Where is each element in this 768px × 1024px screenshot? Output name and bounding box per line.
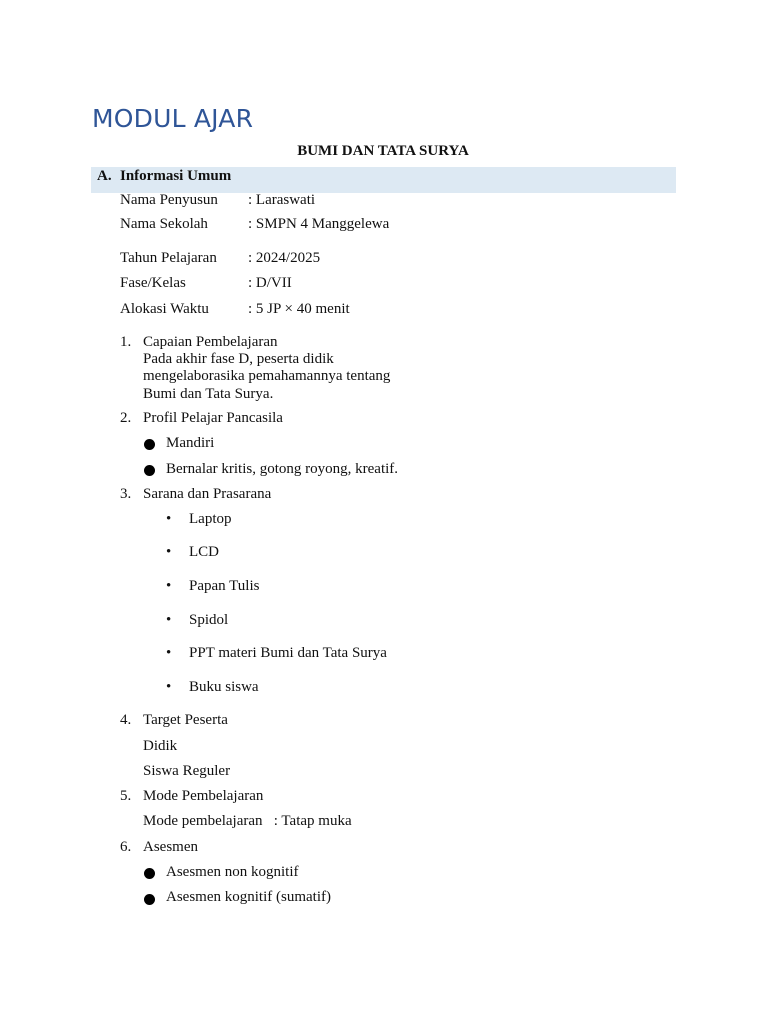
info-label-fase-kelas: Fase/Kelas <box>120 275 186 291</box>
item-title-mode: Mode Pembelajaran <box>143 788 264 804</box>
mode-line: Mode pembelajaran : Tatap muka <box>143 813 352 829</box>
info-label-nama-penyusun: Nama Penyusun <box>120 192 218 208</box>
sarana-point-ppt: PPT materi Bumi dan Tata Surya <box>189 645 387 661</box>
info-value-alokasi-waktu: : 5 JP × 40 menit <box>248 301 350 317</box>
bullet-dot-icon <box>144 465 155 476</box>
section-a-title: Informasi Umum <box>120 168 232 184</box>
sarana-point-lcd: LCD <box>189 544 219 560</box>
target-line-siswa-reguler: Siswa Reguler <box>143 763 231 779</box>
bullet-icon: • <box>166 544 172 560</box>
bullet-dot-icon <box>144 868 155 879</box>
sarana-point-laptop: Laptop <box>189 511 232 527</box>
sarana-point-papan-tulis: Papan Tulis <box>189 578 260 594</box>
document-subtitle: BUMI DAN TATA SURYA <box>297 143 469 159</box>
bullet-icon: • <box>166 612 172 628</box>
item-title-asesmen: Asesmen <box>143 839 198 855</box>
bullet-dot-icon <box>144 439 155 450</box>
document-title: MODUL AJAR <box>92 104 254 133</box>
item-number-asesmen: 6. <box>120 839 132 855</box>
info-value-fase-kelas: : D/VII <box>248 275 292 291</box>
item-number-sarana: 3. <box>120 486 132 502</box>
info-value-nama-sekolah: : SMPN 4 Manggelewa <box>248 216 390 232</box>
item-title-capaian: Capaian Pembelajaran <box>143 334 278 350</box>
info-label-alokasi-waktu: Alokasi Waktu <box>120 301 209 317</box>
sarana-point-buku-siswa: Buku siswa <box>189 679 259 695</box>
item-number-target: 4. <box>120 712 132 728</box>
info-value-nama-penyusun: : Laraswati <box>248 192 316 208</box>
capaian-description: Pada akhir fase D, peserta didik mengelaborasika pemahamannya tentang Bumi dan Tata Surya. <box>143 351 391 402</box>
item-title-sarana: Sarana dan Prasarana <box>143 486 272 502</box>
bullet-dot-icon <box>144 894 155 905</box>
bullet-icon: • <box>166 645 172 661</box>
bullet-icon: • <box>166 679 172 695</box>
info-label-nama-sekolah: Nama Sekolah <box>120 216 208 232</box>
info-label-tahun-pelajaran: Tahun Pelajaran <box>120 250 217 266</box>
profil-point-bernalar: Bernalar kritis, gotong royong, kreatif. <box>166 461 399 477</box>
asesmen-point-non-kognitif: Asesmen non kognitif <box>166 864 299 880</box>
bullet-icon: • <box>166 578 172 594</box>
info-value-tahun-pelajaran: : 2024/2025 <box>248 250 321 266</box>
target-line-didik: Didik <box>143 738 178 754</box>
item-number-capaian: 1. <box>120 334 132 350</box>
item-number-mode: 5. <box>120 788 132 804</box>
bullet-icon: • <box>166 511 172 527</box>
item-number-profil: 2. <box>120 410 132 426</box>
item-title-target: Target Peserta <box>143 712 228 728</box>
asesmen-point-kognitif: Asesmen kognitif (sumatif) <box>166 889 331 905</box>
profil-point-mandiri: Mandiri <box>166 435 215 451</box>
sarana-point-spidol: Spidol <box>189 612 229 628</box>
section-a-letter: A. <box>97 168 112 184</box>
item-title-profil: Profil Pelajar Pancasila <box>143 410 283 426</box>
